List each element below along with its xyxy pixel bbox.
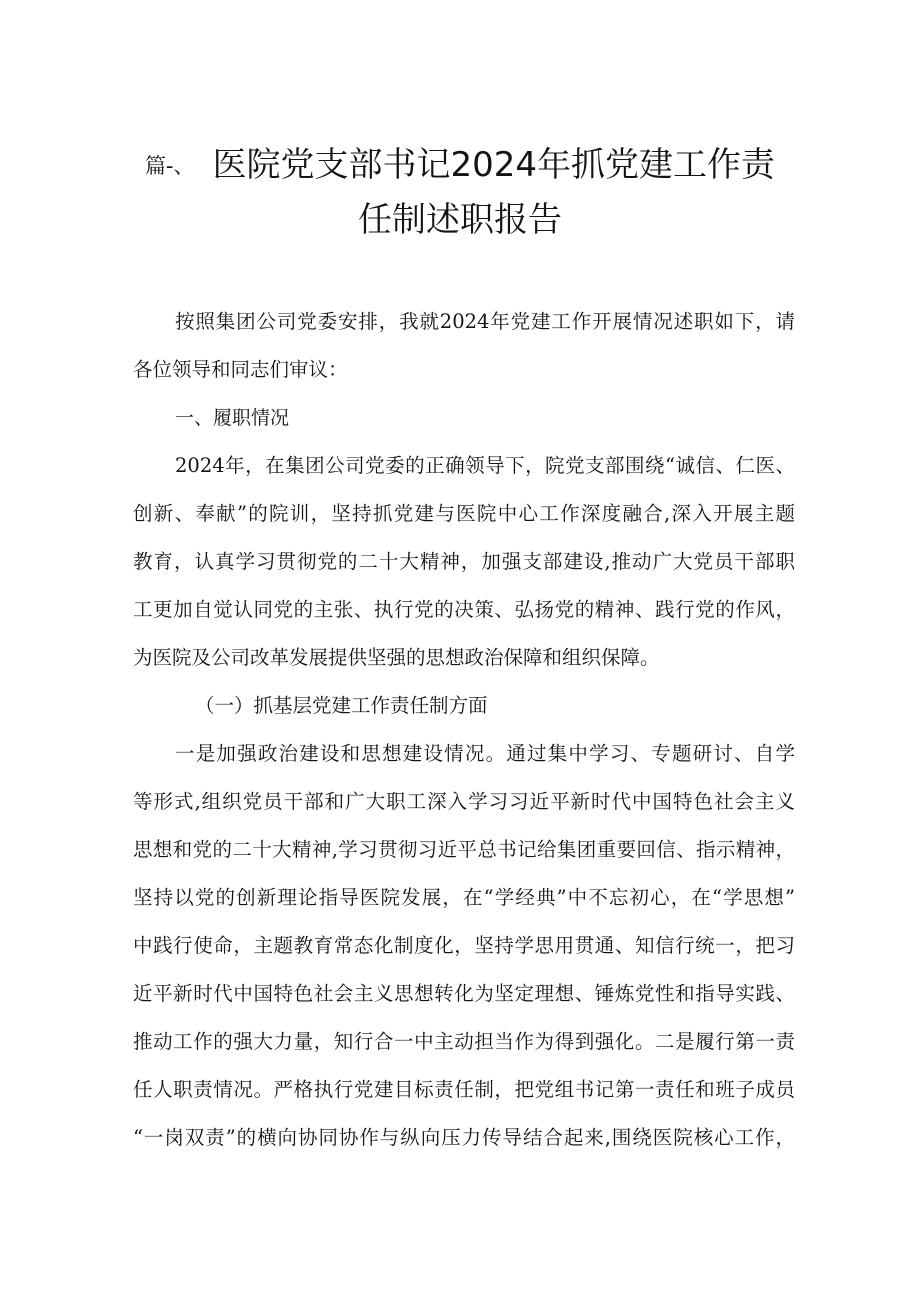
paragraph-line: “一岗双责”的横向协同协作与纵向压力传导结合起来,围绕医院核心工作， [133,1126,795,1149]
paragraph-line: 一是加强政治建设和思想建设情况。通过集中学习、专题研讨、自学 [175,742,795,765]
title-line-2: 任制述职报告 [358,200,562,240]
paragraph-line: 推动工作的强大力量，知行合一中主动担当作为得到强化。二是履行第一责 [133,1030,795,1053]
paragraph-line: 2024年，在集团公司党委的正确领导下，院党支部围绕“诚信、仁医、 [175,454,795,477]
paragraph-line: 中践行使命，主题教育常态化制度化，坚持学思用贯通、知信行统一，把习 [133,934,795,957]
paragraph-line: 为医院及公司改革发展提供坚强的思想政治保障和组织保障。 [133,646,660,669]
paragraph-line: 思想和党的二十大精神,学习贯彻习近平总书记给集团重要回信、指示精神， [133,838,795,861]
paragraph-line: 近平新时代中国特色社会主义思想转化为坚定理想、锤炼党性和指导实践、 [133,982,795,1005]
paragraph-line: 工更加自觉认同党的主张、执行党的决策、弘扬党的精神、践行党的作风， [133,598,795,621]
paragraph-line: 按照集团公司党委安排，我就2024年党建工作开展情况述职如下，请 [175,310,795,333]
paragraph-line: 坚持以党的创新理论指导医院发展，在“学经典”中不忘初心，在“学思想” [133,886,795,909]
title-prefix: 篇-、 [144,154,195,178]
document-body [133,298,795,1162]
paragraph-line: 创新、奉献”的院训，坚持抓党建与医院中心工作深度融合,深入开展主题 [133,502,795,525]
title-line-1 [0,138,920,193]
paragraph-line: 各位领导和同志们审议： [133,358,348,381]
paragraph-line: 任人职责情况。严格执行党建目标责任制，把党组书记第一责任和班子成员 [133,1078,795,1101]
section-heading: 一、履职情况 [175,407,290,429]
paragraph-line: 等形式,组织党员干部和广大职工深入学习习近平新时代中国特色社会主义 [133,790,795,813]
paragraph-line: 教育，认真学习贯彻党的二十大精神，加强支部建设,推动广大党员干部职 [133,550,795,573]
document-title [0,138,920,247]
title-text-1: 医院党支部书记2024年抓党建工作责 [212,145,776,185]
subsection-heading: （一）抓基层党建工作责任制方面 [195,694,488,717]
